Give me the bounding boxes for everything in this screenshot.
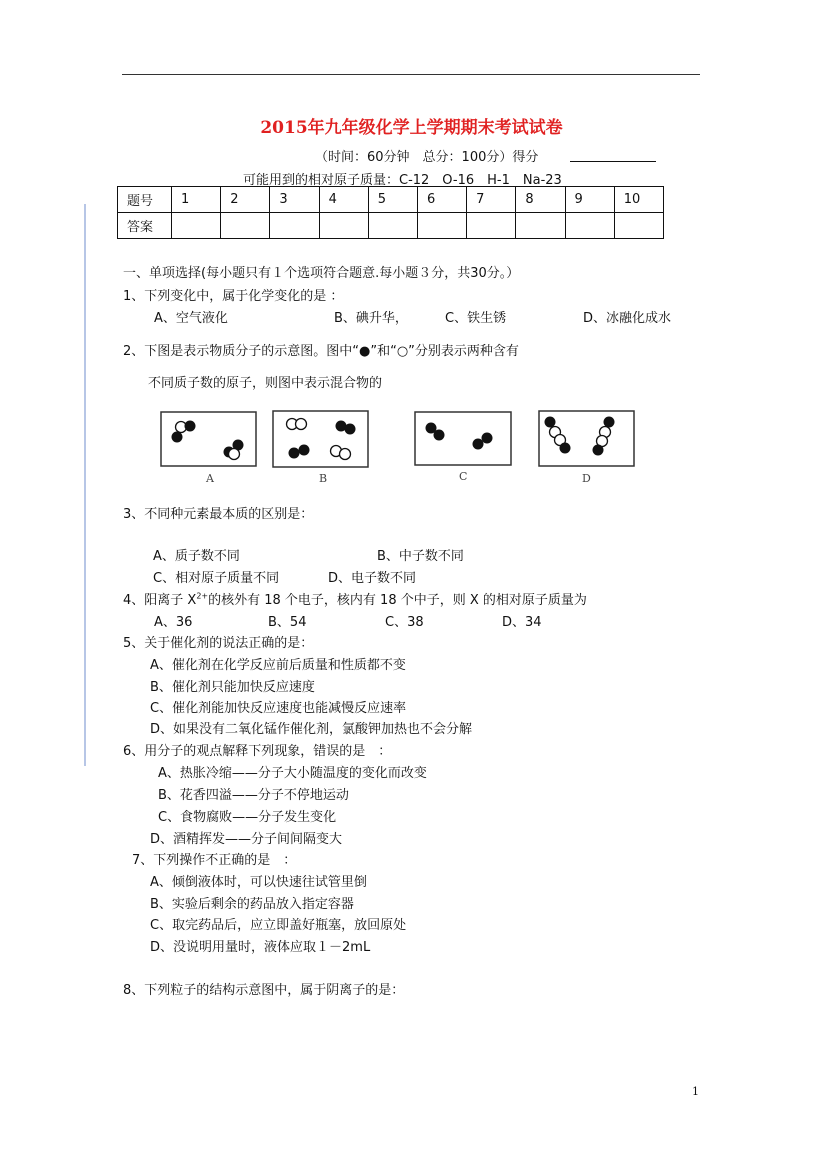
q7-stem: 7、下列操作不正确的是 ： [132, 853, 297, 868]
q3-option-a: A、质子数不同 [153, 549, 240, 564]
q4-stem-post: 的核外有 18 个电子，核内有 18 个中子，则 X 的相对原子质量为 [208, 593, 587, 608]
q4-stem [123, 589, 587, 608]
molecule-figure-c [414, 411, 512, 466]
question-number: 10 [614, 187, 663, 213]
section-heading: 一、单项选择(每小题只有１个选项符合题意.每小题３分，共30分。） [123, 266, 520, 281]
answer-cell[interactable] [319, 213, 368, 239]
q7-option-b: B、实验后剩余的药品放入指定容器 [150, 897, 354, 912]
q8-stem: 8、下列粒子的结构示意图中，属于阴离子的是： [123, 983, 405, 998]
question-number: 6 [417, 187, 466, 213]
page-number: 1 [692, 1085, 699, 1098]
q1-option-a: A、空气液化 [154, 311, 228, 326]
q6-option-a: A、热胀冷缩——分子大小随温度的变化而改变 [158, 766, 427, 781]
question-number: 8 [516, 187, 565, 213]
q7-option-a: A、倾倒液体时，可以快速往试管里倒 [150, 875, 367, 890]
q5-stem: 5、关于催化剂的说法正确的是： [123, 636, 314, 651]
q4-option-c: C、38 [385, 615, 424, 630]
molecule-figure-d [538, 410, 635, 467]
molecule-figure-a [160, 411, 257, 467]
q6-stem: 6、用分子的观点解释下列现象，错误的是 ： [123, 744, 392, 759]
question-number: 3 [270, 187, 319, 213]
answer-cell[interactable] [565, 213, 614, 239]
atomic-mass-info: 可能用到的相对原子质量：C-12 O-16 H-1 Na-23 [243, 173, 562, 188]
q7-option-d: D、没说明用量时，液体应取１－2mL [150, 940, 371, 955]
q6-option-b: B、花香四溢——分子不停地运动 [158, 788, 349, 803]
number-row [118, 187, 664, 213]
time-info: （时间：60分钟 总分：100分）得分 [315, 150, 539, 165]
question-number: 5 [368, 187, 417, 213]
q4-option-a: A、36 [154, 615, 193, 630]
q5-option-c: C、催化剂能加快反应速度也能减慢反应速率 [150, 701, 407, 716]
figure-label-a: A [206, 472, 214, 485]
answer-cell[interactable] [614, 213, 663, 239]
header-rule [122, 74, 700, 75]
q4-charge: 2+ [196, 591, 209, 601]
q2-stem-cont: 不同质子数的原子，则图中表示混合物的 [148, 376, 383, 391]
answer-cell[interactable] [516, 213, 565, 239]
figure-label-d: D [582, 472, 591, 485]
answer-cell[interactable] [270, 213, 319, 239]
answer-row-label: 答案 [118, 213, 172, 239]
answer-cell[interactable] [221, 213, 270, 239]
q4-option-d: D、34 [502, 615, 542, 630]
answer-cell[interactable] [368, 213, 417, 239]
figure-label-c: C [459, 470, 468, 483]
q5-option-b: B、催化剂只能加快反应速度 [150, 680, 315, 695]
question-number: 4 [319, 187, 368, 213]
q6-option-d: D、酒精挥发——分子间间隔变大 [150, 832, 343, 847]
answer-cell[interactable] [417, 213, 466, 239]
question-number: 7 [467, 187, 516, 213]
molecule-figure-b [272, 410, 369, 468]
question-number: 9 [565, 187, 614, 213]
q1-option-b: B、碘升华， [334, 311, 408, 326]
q4-stem-pre: 4、阳离子 X [123, 593, 197, 608]
q1-stem: 1、下列变化中，属于化学变化的是 ： [123, 289, 344, 304]
q5-option-a: A、催化剂在化学反应前后质量和性质都不变 [150, 658, 406, 673]
q3-option-c: C、相对原子质量不同 [153, 571, 280, 586]
question-number: 2 [221, 187, 270, 213]
answer-cell[interactable] [467, 213, 516, 239]
score-blank[interactable] [570, 161, 656, 162]
q2-stem: 2、下图是表示物质分子的示意图。图中“●”和“○”分别表示两种含有 [123, 344, 519, 359]
margin-line [84, 204, 86, 766]
q4-option-b: B、54 [268, 615, 307, 630]
q1-option-c: C、铁生锈 [445, 311, 507, 326]
answer-row [118, 213, 664, 239]
q7-option-c: C、取完药品后，应立即盖好瓶塞，放回原处 [150, 918, 407, 933]
number-row-label: 题号 [118, 187, 172, 213]
q6-option-c: C、食物腐败——分子发生变化 [158, 810, 337, 825]
figure-label-b: B [319, 472, 328, 485]
exam-title: 2015年九年级化学上学期期末考试试卷 [260, 118, 563, 138]
q3-option-b: B、中子数不同 [377, 549, 464, 564]
answer-cell[interactable] [172, 213, 221, 239]
answer-table [117, 186, 664, 239]
question-number: 1 [172, 187, 221, 213]
q3-option-d: D、电子数不同 [328, 571, 417, 586]
q5-option-d: D、如果没有二氧化锰作催化剂，氯酸钾加热也不会分解 [150, 722, 473, 737]
q1-option-d: D、冰融化成水 [583, 311, 672, 326]
q3-stem: 3、不同种元素最本质的区别是： [123, 507, 314, 522]
